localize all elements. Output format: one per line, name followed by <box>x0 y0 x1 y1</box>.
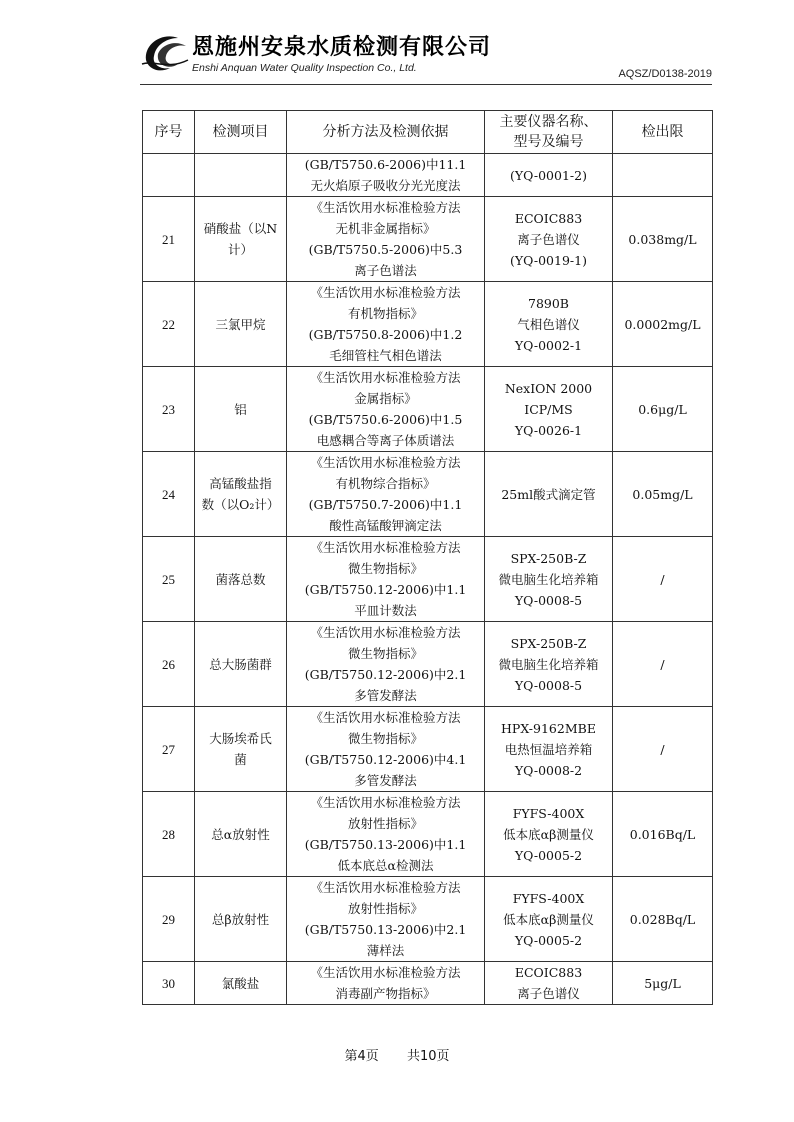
cell-method-line: 毛细管柱气相色谱法 <box>329 348 442 363</box>
cell-method-line: 《生活饮用水标准检验方法 <box>310 540 461 555</box>
cell-instrument <box>485 452 613 537</box>
cell-item-line: 计） <box>227 242 253 257</box>
cell-instrument-line: 电热恒温培养箱 <box>504 741 593 757</box>
table-row <box>143 367 713 452</box>
cell-instrument <box>485 282 613 367</box>
page-number: 第4页 <box>344 1049 379 1064</box>
cell-item <box>195 282 287 367</box>
cell-method-line: 电感耦合等离子体质谱法 <box>316 433 455 448</box>
cell-no: 23 <box>143 367 195 452</box>
cell-item-line: 高锰酸盐指 <box>209 476 272 491</box>
cell-method-line: (GB/T5750.13-2006)中2.1 <box>304 922 467 937</box>
cell-no: 29 <box>143 877 195 962</box>
cell-method <box>287 452 485 537</box>
table-row <box>143 282 713 367</box>
cell-method-line: (GB/T5750.12-2006)中1.1 <box>304 582 467 597</box>
cell-no: 27 <box>143 707 195 792</box>
cell-item <box>195 707 287 792</box>
cell-instrument-line: 低本底αβ测量仪 <box>503 911 594 927</box>
cell-item-line: 总β放射性 <box>211 911 270 927</box>
cell-method <box>287 622 485 707</box>
cell-instrument-line: 离子色谱仪 <box>517 986 580 1001</box>
cell-item-line: 硝酸盐（以N <box>203 221 278 236</box>
cell-limit: 0.6μg/L <box>613 367 713 452</box>
table-row <box>143 154 713 197</box>
cell-method-line: 多管发酵法 <box>354 688 417 703</box>
cell-instrument-line: 气相色谱仪 <box>517 316 580 332</box>
cell-method-line: 有机物综合指标》 <box>335 476 436 491</box>
cell-instrument-line: NexION 2000 <box>504 380 593 396</box>
cell-item-line: 菌 <box>234 752 247 767</box>
cell-no: 24 <box>143 452 195 537</box>
cell-method-line: 无机非金属指标》 <box>335 221 436 236</box>
cell-instrument-line: YQ-0005-2 <box>514 847 583 863</box>
cell-method-line: 《生活饮用水标准检验方法 <box>310 625 461 640</box>
table-body <box>143 154 713 1005</box>
cell-instrument <box>485 962 613 1005</box>
cell-limit: / <box>613 537 713 622</box>
table-row <box>143 622 713 707</box>
cell-method-line: 放射性指标》 <box>347 901 423 916</box>
cell-method <box>287 877 485 962</box>
table-row <box>143 197 713 282</box>
cell-limit: 0.038mg/L <box>613 197 713 282</box>
header-no: 序号 <box>143 111 195 154</box>
cell-instrument-line: YQ-0008-5 <box>514 592 583 608</box>
cell-instrument <box>485 792 613 877</box>
cell-limit: 0.0002mg/L <box>613 282 713 367</box>
cell-instrument-line: YQ-0008-2 <box>514 762 583 778</box>
cell-item-line: 氯酸盐 <box>221 975 260 991</box>
cell-instrument-line: 25ml酸式滴定管 <box>501 486 596 502</box>
cell-instrument <box>485 197 613 282</box>
cell-method <box>287 367 485 452</box>
cell-no: 28 <box>143 792 195 877</box>
cell-method-line: 有机物指标》 <box>347 306 423 321</box>
cell-instrument-line: ECOIC883 <box>514 210 583 226</box>
cell-method <box>287 962 485 1005</box>
cell-no: 25 <box>143 537 195 622</box>
cell-instrument <box>485 622 613 707</box>
cell-item <box>195 197 287 282</box>
cell-method <box>287 537 485 622</box>
cell-method-line: 放射性指标》 <box>347 816 423 831</box>
cell-instrument-line: SPX-250B-Z <box>510 635 587 651</box>
cell-item-line: 总大肠菌群 <box>209 656 272 672</box>
cell-no: 26 <box>143 622 195 707</box>
cell-method <box>287 282 485 367</box>
cell-item <box>195 537 287 622</box>
cell-method-line: 《生活饮用水标准检验方法 <box>310 795 461 810</box>
header-method: 分析方法及检测依据 <box>287 111 485 154</box>
cell-instrument-line: YQ-0005-2 <box>514 932 583 948</box>
cell-item <box>195 962 287 1005</box>
cell-no <box>143 154 195 197</box>
cell-instrument-line: 微电脑生化培养箱 <box>498 571 599 587</box>
cell-limit: 0.016Bq/L <box>613 792 713 877</box>
cell-limit: / <box>613 622 713 707</box>
cell-method-line: 平皿计数法 <box>354 603 417 618</box>
cell-instrument-line: FYFS-400X <box>512 805 585 821</box>
cell-limit: 0.028Bq/L <box>613 877 713 962</box>
cell-instrument <box>485 154 613 197</box>
cell-item <box>195 877 287 962</box>
cell-method-line: (GB/T5750.6-2006)中1.5 <box>308 412 463 427</box>
cell-limit: 0.05mg/L <box>613 452 713 537</box>
cell-instrument <box>485 877 613 962</box>
cell-limit: / <box>613 707 713 792</box>
table-row <box>143 452 713 537</box>
cell-item-line: 铝 <box>234 401 247 417</box>
cell-instrument <box>485 367 613 452</box>
cell-instrument-line: HPX-9162MBE <box>501 720 596 736</box>
cell-instrument-line: ECOIC883 <box>514 965 583 980</box>
cell-limit: 5μg/L <box>613 962 713 1005</box>
cell-method-line: 微生物指标》 <box>347 561 423 576</box>
cell-instrument-line: 7890B <box>528 295 569 311</box>
company-name-cn: 恩施州安泉水质检测有限公司 <box>192 35 492 60</box>
cell-method-line: 薄样法 <box>366 943 405 958</box>
cell-method-line: 《生活饮用水标准检验方法 <box>310 370 461 385</box>
cell-item <box>195 452 287 537</box>
cell-item-line: 总α放射性 <box>211 826 270 842</box>
table-row <box>143 877 713 962</box>
cell-instrument-line: 微电脑生化培养箱 <box>498 656 599 672</box>
cell-item-line: 数（以O₂计） <box>201 497 280 512</box>
cell-method <box>287 197 485 282</box>
cell-no: 22 <box>143 282 195 367</box>
table-row <box>143 962 713 1005</box>
cell-instrument-line: YQ-0002-1 <box>514 337 583 353</box>
cell-method-line: (GB/T5750.12-2006)中2.1 <box>304 667 467 682</box>
cell-method-line: 多管发酵法 <box>354 773 417 788</box>
cell-instrument-line: 离子色谱仪 <box>517 231 580 247</box>
cell-method-line: 《生活饮用水标准检验方法 <box>310 455 461 470</box>
cell-method <box>287 792 485 877</box>
cell-method-line: 离子色谱法 <box>354 263 417 278</box>
cell-method-line: 酸性高锰酸钾滴定法 <box>329 518 442 533</box>
header-item: 检测项目 <box>195 111 287 154</box>
cell-method-line: 低本底总α检测法 <box>337 858 434 873</box>
cell-method-line: (GB/T5750.6-2006)中11.1 <box>304 157 467 172</box>
cell-item <box>195 792 287 877</box>
cell-method-line: 无火焰原子吸收分光光度法 <box>310 178 461 193</box>
cell-item <box>195 154 287 197</box>
cell-limit <box>613 154 713 197</box>
cell-instrument-line: 低本底αβ测量仪 <box>503 826 594 842</box>
cell-instrument-line: SPX-250B-Z <box>510 550 587 566</box>
company-logo-icon <box>140 30 190 74</box>
cell-instrument-line: YQ-0026-1 <box>514 422 583 438</box>
cell-method-line: 《生活饮用水标准检验方法 <box>310 285 461 300</box>
header-instrument-line-1: 主要仪器名称、 <box>499 114 598 130</box>
table-row <box>143 707 713 792</box>
page-footer <box>0 1045 794 1064</box>
header-divider <box>140 84 712 85</box>
header-instrument <box>485 111 613 154</box>
document-code: AQSZ/D0138-2019 <box>618 68 712 80</box>
table-header-row <box>143 111 713 154</box>
page-total: 共10页 <box>406 1049 450 1064</box>
cell-method <box>287 707 485 792</box>
header-limit: 检出限 <box>613 111 713 154</box>
cell-item-line: 三氯甲烷 <box>215 316 266 332</box>
cell-method-line: 《生活饮用水标准检验方法 <box>310 880 461 895</box>
cell-method-line: (GB/T5750.5-2006)中5.3 <box>308 242 463 257</box>
cell-method <box>287 154 485 197</box>
cell-instrument <box>485 537 613 622</box>
inspection-methods-table <box>142 110 713 1005</box>
cell-no: 30 <box>143 962 195 1005</box>
cell-instrument-line: (YQ-0019-1) <box>510 252 587 268</box>
cell-method-line: (GB/T5750.7-2006)中1.1 <box>308 497 463 512</box>
cell-method-line: 《生活饮用水标准检验方法 <box>310 200 461 215</box>
cell-method-line: 消毒副产物指标》 <box>335 986 436 1001</box>
cell-method-line: 《生活饮用水标准检验方法 <box>310 965 461 980</box>
header-instrument-line-2: 型号及编号 <box>513 134 584 150</box>
cell-method-line: 微生物指标》 <box>347 731 423 746</box>
cell-item-line: 菌落总数 <box>215 571 266 587</box>
cell-method-line: 微生物指标》 <box>347 646 423 661</box>
cell-method-line: 《生活饮用水标准检验方法 <box>310 710 461 725</box>
table-row <box>143 792 713 877</box>
cell-method-line: (GB/T5750.12-2006)中4.1 <box>304 752 467 767</box>
cell-method-line: (GB/T5750.8-2006)中1.2 <box>308 327 463 342</box>
cell-no: 21 <box>143 197 195 282</box>
cell-method-line: (GB/T5750.13-2006)中1.1 <box>304 837 467 852</box>
cell-instrument <box>485 707 613 792</box>
cell-instrument-line: FYFS-400X <box>512 890 585 906</box>
cell-method-line: 金属指标》 <box>354 391 417 406</box>
company-name-en: Enshi Anquan Water Quality Inspection Co., Ltd. <box>192 62 417 74</box>
cell-instrument-line: ICP/MS <box>524 401 573 417</box>
cell-item-line: 大肠埃希氏 <box>209 731 272 746</box>
cell-item <box>195 622 287 707</box>
table-row <box>143 537 713 622</box>
cell-instrument-line: (YQ-0001-2) <box>510 167 587 183</box>
cell-item <box>195 367 287 452</box>
cell-instrument-line: YQ-0008-5 <box>514 677 583 693</box>
